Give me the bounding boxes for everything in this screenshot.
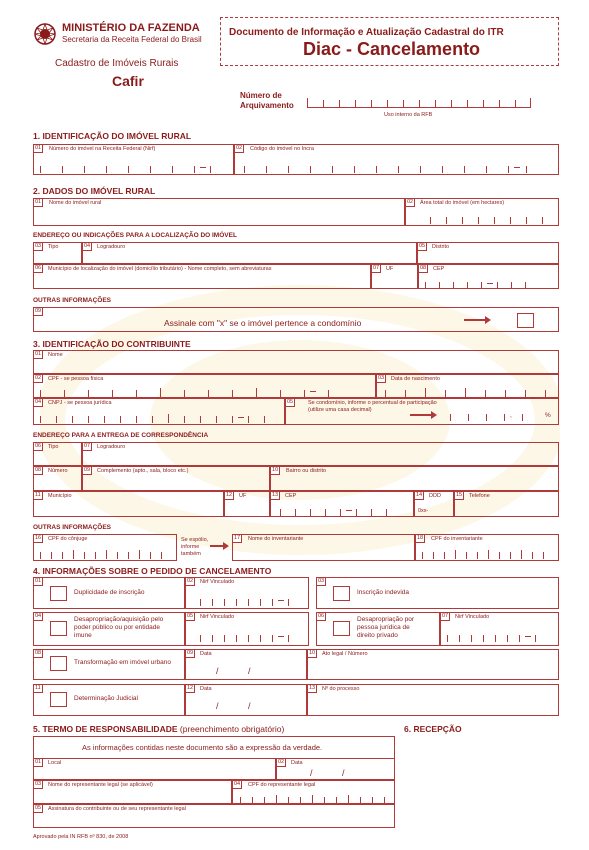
s4-option-08-num: 08: [35, 650, 42, 656]
s5-field-03-num: 03: [35, 781, 42, 787]
s2-field-08-label: CEP: [433, 266, 445, 272]
s4-nirf-05-ticks: [200, 632, 300, 642]
s5-field-01[interactable]: [33, 758, 276, 780]
s3-field-01-label: Nome: [48, 352, 63, 358]
section-1-title: 1. IDENTIFICAÇÃO DO IMÓVEL RURAL: [33, 131, 192, 141]
s4-option-06-label-3: direito privado: [357, 632, 398, 639]
s2-field-04[interactable]: [82, 242, 417, 264]
s3-espolio-3: também: [181, 551, 201, 557]
s4-option-04-num: 04: [35, 613, 42, 619]
s3-field-02-num: 02: [35, 375, 42, 381]
s3-decimal-comma: ,: [510, 412, 512, 419]
s2-field-06-label: Município de localização do imóvel (domicílio tributário) - Nome completo, sem abreviaturas: [48, 266, 272, 272]
s4-option-08-label: Transformação em imóvel urbano: [74, 659, 171, 666]
s4-option-01-label: Duplicidade de inscrição: [74, 589, 145, 596]
s3-field-04-label: CNPJ - se pessoa jurídica: [48, 400, 112, 406]
s3-field-14-num: 14: [416, 492, 423, 498]
s4-field-13-num: 13: [309, 685, 316, 691]
s3-field-08-label: Número: [48, 468, 68, 474]
s4-option-11-label: Determinação Judicial: [74, 695, 138, 702]
s5-statement: As informações contidas neste documento são a expressão da verdade.: [82, 743, 323, 752]
s3-field-18-label: CPF do inventariante: [431, 536, 483, 542]
s4-field-05-num: 05: [187, 613, 194, 619]
s4-option-01-num: 01: [35, 578, 42, 584]
s3-spouse-ticks: [40, 549, 170, 559]
s5-field-03-label: Nome do representante legal (se aplicável): [48, 782, 153, 788]
s4-option-03[interactable]: [316, 577, 559, 609]
s2-field-05-num: 05: [419, 243, 426, 249]
s2-field-06-num: 06: [35, 265, 42, 271]
doc-title: Documento de Informação e Atualização Cadastral do ITR: [229, 27, 504, 38]
s5-field-01-num: 01: [35, 759, 42, 765]
s4-option-08-checkbox[interactable]: [50, 656, 67, 671]
s5-field-01-label: Local: [48, 760, 62, 766]
s2-field-04-label: Logradouro: [97, 244, 126, 250]
section-5-title-text: 5. TERMO DE RESPONSABILIDADE: [33, 724, 178, 734]
s4-field-10-num: 10: [309, 650, 316, 656]
s1-field-01-num: 01: [35, 145, 42, 151]
s3-espolio-1: Se espólio,: [181, 537, 209, 543]
s3-field-16-label: CPF do cônjuge: [48, 536, 88, 542]
doc-subtitle: Diac - Cancelamento: [303, 39, 481, 59]
s2-condominio-checkbox[interactable]: [517, 313, 534, 328]
s4-option-03-num: 03: [318, 578, 325, 584]
s4-field-12-slash-2: /: [248, 701, 251, 711]
s2-field-01-num: 01: [35, 199, 42, 205]
cadastro-label: Cadastro de Imóveis Rurais: [55, 58, 179, 69]
arquivamento-field[interactable]: [307, 98, 531, 108]
s3-field-17-label: Nome do inventariante: [248, 536, 304, 542]
s3-field-13-label: CEP: [285, 493, 297, 499]
s3-field-17-num: 17: [234, 535, 241, 541]
s4-field-09-slash-2: /: [248, 666, 251, 676]
s4-option-04-checkbox[interactable]: [50, 621, 67, 636]
section-4-title: 4. INFORMAÇÕES SOBRE O PEDIDO DE CANCELAMENTO: [33, 566, 272, 576]
s3-field-11-label: Município: [48, 493, 72, 499]
s3-field-09-num: 09: [84, 467, 91, 473]
coat-of-arms-logo: [33, 22, 57, 46]
s2-other-title: OUTRAS INFORMAÇÕES: [33, 297, 111, 304]
s3-field-01[interactable]: [33, 350, 559, 374]
section-2-title: 2. DADOS DO IMÓVEL RURAL: [33, 186, 156, 196]
s3-field-06-num: 06: [35, 443, 42, 449]
uso-interno-label: Uso interno da RFB: [384, 112, 433, 118]
s3-field-05-label-2: (utilize uma casa decimal): [308, 407, 372, 413]
s3-field-05-label-1: Se condomínio, informe o percentual de participação: [308, 400, 437, 406]
footer-approval: Aprovado pela IN RFB nº 830, de 2008: [33, 834, 129, 840]
s1-field-01-label: Número do imóvel na Receita Federal (Nirf): [49, 146, 156, 152]
s3-field-03-num: 03: [378, 375, 385, 381]
s3-field-07-label: Logradouro: [97, 444, 126, 450]
s3-field-15-label: Telefone: [469, 493, 490, 499]
s4-option-11-checkbox[interactable]: [50, 692, 67, 707]
s4-option-03-checkbox[interactable]: [333, 586, 350, 601]
s3-field-09-label: Complemento (apto., sala, bloco etc.): [97, 468, 189, 474]
s1-incra-ticks: [244, 163, 544, 173]
s4-field-12-slash-1: /: [216, 701, 219, 711]
s4-field-09-num: 09: [187, 650, 194, 656]
s4-option-06-checkbox[interactable]: [333, 621, 350, 636]
s4-nirf-07-ticks: [447, 632, 547, 642]
s5-field-04-label: CPF do representante legal: [248, 782, 316, 788]
s4-field-07-label: Nirf Vinculado: [455, 614, 490, 620]
s2-field-07-label: UF: [386, 266, 394, 272]
s4-option-11-num: 11: [35, 685, 41, 691]
s3-field-13-num: 13: [272, 492, 279, 498]
s3-field-14-label: DDD: [429, 493, 441, 499]
s1-field-02-num: 02: [236, 145, 243, 151]
s3-percent-ticks: [450, 411, 540, 421]
section-5-title-note: (preenchimento obrigatório): [179, 724, 285, 734]
s3-ddd-placeholder: 0xx-: [418, 508, 429, 514]
s4-field-12-num: 12: [187, 685, 194, 691]
arquivamento-label-1: Número de: [240, 91, 282, 100]
s4-field-05-label: Nirf Vinculado: [200, 614, 235, 620]
s2-field-07-num: 07: [373, 265, 380, 271]
s3-field-15-num: 15: [456, 492, 463, 498]
s3-percent-sign: %: [545, 412, 551, 419]
s2-field-04-num: 04: [84, 243, 91, 249]
s4-option-01-checkbox[interactable]: [50, 586, 67, 601]
s3-field-03-label: Data de nascimento: [391, 376, 440, 382]
s4-field-12-label: Data: [200, 686, 212, 692]
s3-field-12-label: UF: [239, 493, 247, 499]
s3-cnpj-ticks: [40, 413, 275, 423]
s2-field-01-label: Nome do imóvel rural: [49, 200, 102, 206]
s2-condominio-arrow-icon: [464, 319, 486, 321]
s2-field-02-num: 02: [407, 199, 414, 205]
s3-field-04-num: 04: [35, 399, 42, 405]
s4-option-06-num: 06: [318, 613, 325, 619]
s4-field-02-num: 02: [187, 578, 194, 584]
s2-field-02-label: Área total do imóvel (em hectares): [420, 200, 505, 206]
s4-option-06-label-1: Desapropriação por: [357, 616, 415, 623]
s3-espolio-2: informe: [181, 544, 200, 550]
s3-field-02-label: CPF - se pessoa física: [48, 376, 104, 382]
section-3-title: 3. IDENTIFICAÇÃO DO CONTRIBUINTE: [33, 339, 191, 349]
s6-reception-box: [404, 736, 559, 828]
s3-field-12-num: 12: [226, 492, 233, 498]
s2-field-09-label: Assinale com "x" se o imóvel pertence a condomínio: [164, 318, 362, 328]
s3-field-08-num: 08: [35, 467, 42, 473]
s4-field-02-label: Nirf Vinculado: [200, 579, 235, 585]
s3-field-10-num: 10: [272, 467, 279, 473]
s5-field-02-num: 02: [278, 759, 285, 765]
s3-cpf-ticks: [40, 387, 370, 397]
s4-option-04-label-2: poder público ou por entidade: [74, 624, 161, 631]
s3-field-11-num: 11: [35, 492, 41, 498]
s5-field-05-num: 05: [35, 805, 42, 811]
s3-cep-ticks: [280, 506, 405, 516]
s4-field-13-label: Nº do processo: [322, 686, 360, 692]
s2-address-title: ENDEREÇO OU INDICAÇÕES PARA A LOCALIZAÇÃO DO IMÓVEL: [33, 232, 237, 239]
section-6-title: 6. RECEPÇÃO: [404, 724, 462, 734]
s5-field-04-num: 04: [234, 781, 241, 787]
s5-field-05-label: Assinatura do contribuinte ou de seu representante legal: [48, 806, 186, 812]
s3-other-title: OUTRAS INFORMAÇÕES: [33, 524, 111, 531]
s3-field-16-num: 16: [35, 535, 42, 541]
ministry-name: MINISTÉRIO DA FAZENDA: [62, 22, 200, 34]
s3-address-title: ENDEREÇO PARA A ENTREGA DE CORRESPONDÊNCIA: [33, 432, 209, 439]
s2-field-05-label: Distrito: [432, 244, 450, 250]
s5-field-02-slash-2: /: [342, 768, 345, 778]
s4-option-04-label-1: Desapropriação/aquisição pelo: [74, 616, 164, 623]
s4-option-04-label-3: imune: [74, 632, 92, 639]
s2-field-08-num: 08: [420, 265, 427, 271]
s2-area-ticks: [430, 214, 550, 224]
s3-field-01-num: 01: [35, 351, 42, 357]
s3-field-06-label: Tipo: [48, 444, 59, 450]
s3-field-05-num: 05: [287, 399, 294, 405]
s4-field-09-label: Data: [200, 651, 212, 657]
s4-option-03-label: Inscrição indevida: [357, 589, 410, 596]
s5-cpf-ticks: [240, 794, 388, 804]
s5-field-02-slash-1: /: [310, 768, 313, 778]
s4-field-10-label: Ato legal / Número: [322, 651, 368, 657]
section-5-title: [33, 724, 284, 734]
s4-field-09-slash-1: /: [216, 666, 219, 676]
s2-cep-ticks: [425, 279, 545, 289]
s3-birth-ticks: [385, 387, 545, 397]
arquivamento-label-2: Arquivamento: [240, 101, 294, 110]
s3-field-18-num: 18: [417, 535, 424, 541]
cafir-label: Cafir: [112, 73, 144, 89]
s1-nirf-ticks: [40, 163, 220, 173]
s4-option-06-label-2: pessoa jurídica de: [357, 624, 410, 631]
s3-espolio-arrow-icon: [210, 545, 224, 547]
s3-inventariante-ticks: [422, 549, 552, 559]
s1-field-02-label: Código do imóvel no Incra: [250, 146, 314, 152]
s4-nirf-02-ticks: [200, 596, 300, 606]
s2-field-09-num: 09: [35, 308, 42, 314]
s3-field-07-num: 07: [84, 443, 91, 449]
s4-field-07-num: 07: [442, 613, 449, 619]
s5-field-02-label: Data: [291, 760, 303, 766]
secretariat-name: Secretaria da Receita Federal do Brasil: [62, 35, 202, 44]
s2-field-03-label: Tipo: [48, 244, 59, 250]
s3-field-10-label: Bairro ou distrito: [286, 468, 327, 474]
s2-field-03-num: 03: [35, 243, 42, 249]
s3-percent-arrow-icon: [410, 414, 432, 416]
s3-field-07[interactable]: [82, 442, 559, 466]
